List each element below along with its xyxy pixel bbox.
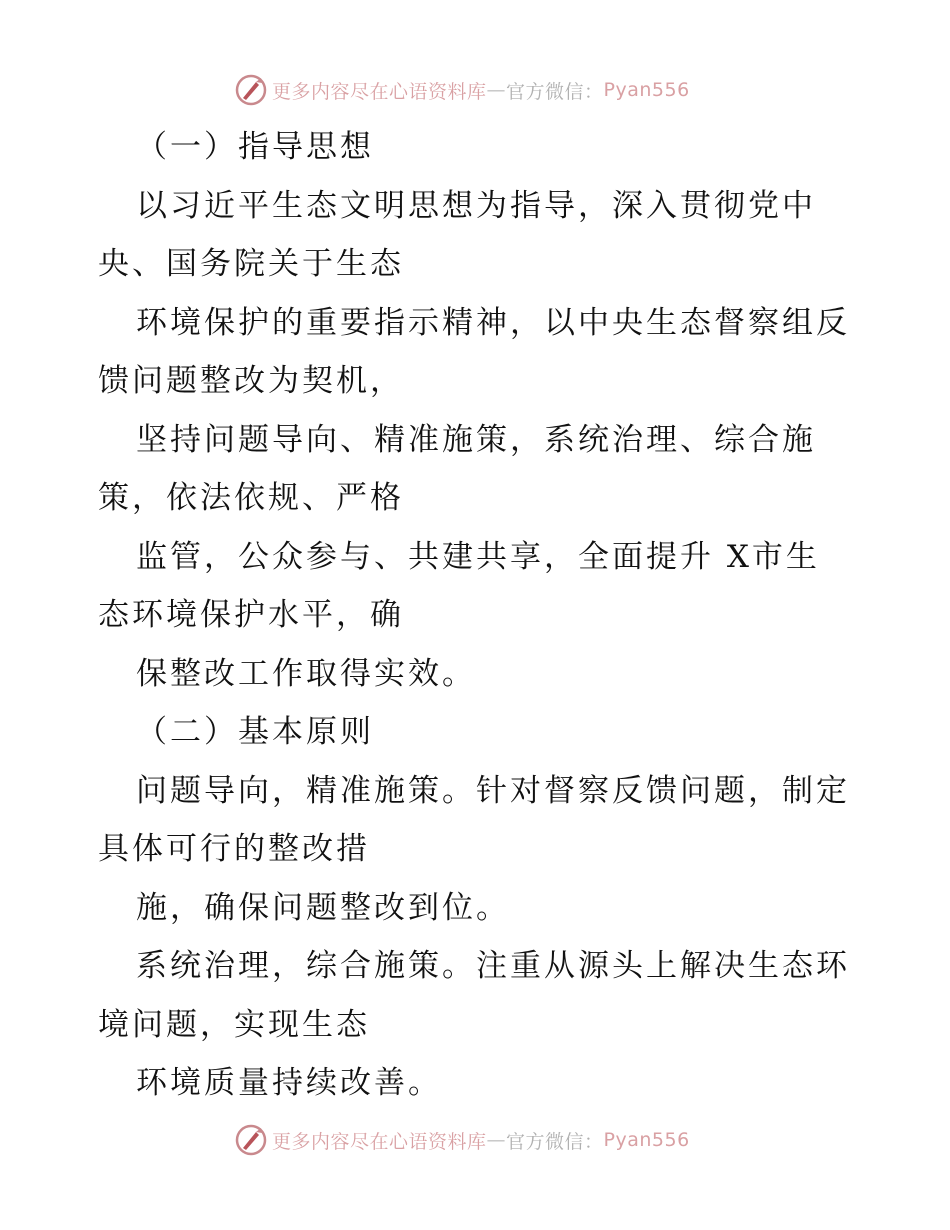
document-body <box>98 118 898 1113</box>
watermark-label: 官方微信： <box>506 1130 604 1153</box>
watermark-brand-text: 更多内容尽在心语资料库 <box>272 80 487 103</box>
text-line: 环境质量持续改善。 <box>136 1065 442 1101</box>
text-line: 系统治理，综合施策。注重从源头上解决生态环 <box>136 948 850 984</box>
watermark-brand-text: 更多内容尽在心语资料库 <box>272 1130 487 1153</box>
text-line: 策，依法依规、严格 <box>98 480 404 516</box>
quill-circle-logo-icon <box>234 1123 268 1157</box>
text-line: （一）指导思想 <box>136 129 374 165</box>
text-line: 境问题，实现生态 <box>98 1006 370 1043</box>
text-line: 坚持问题导向、精准施策，系统治理、综合施 <box>136 421 816 458</box>
text-line: 馈问题整改为契机， <box>98 363 404 399</box>
text-line: 问题导向，精准施策。针对督察反馈问题，制定 <box>136 772 850 809</box>
header-watermark <box>234 70 690 110</box>
text-line: 态环境保护水平，确 <box>98 597 404 633</box>
watermark-label: 官方微信： <box>506 80 604 103</box>
watermark-wechat-id: Pyan556 <box>603 1129 690 1151</box>
footer-watermark <box>234 1120 690 1160</box>
text-line: 以习近平生态文明思想为指导，深入贯彻党中 <box>136 187 816 224</box>
watermark-dash: — <box>486 1129 507 1151</box>
text-line: 具体可行的整改措 <box>98 831 370 867</box>
watermark-dash: — <box>486 79 507 101</box>
text-line: （二）基本原则 <box>136 714 374 750</box>
text-line: 施，确保问题整改到位。 <box>136 889 510 926</box>
text-line: 监管，公众参与、共建共享，全面提升 X市生 <box>136 538 820 575</box>
text-line: 保整改工作取得实效。 <box>136 655 476 692</box>
watermark-wechat-id: Pyan556 <box>603 79 690 101</box>
text-line: 环境保护的重要指示精神，以中央生态督察组反 <box>136 304 850 341</box>
text-line: 央、国务院关于生态 <box>98 246 404 282</box>
quill-circle-logo-icon <box>234 73 268 107</box>
